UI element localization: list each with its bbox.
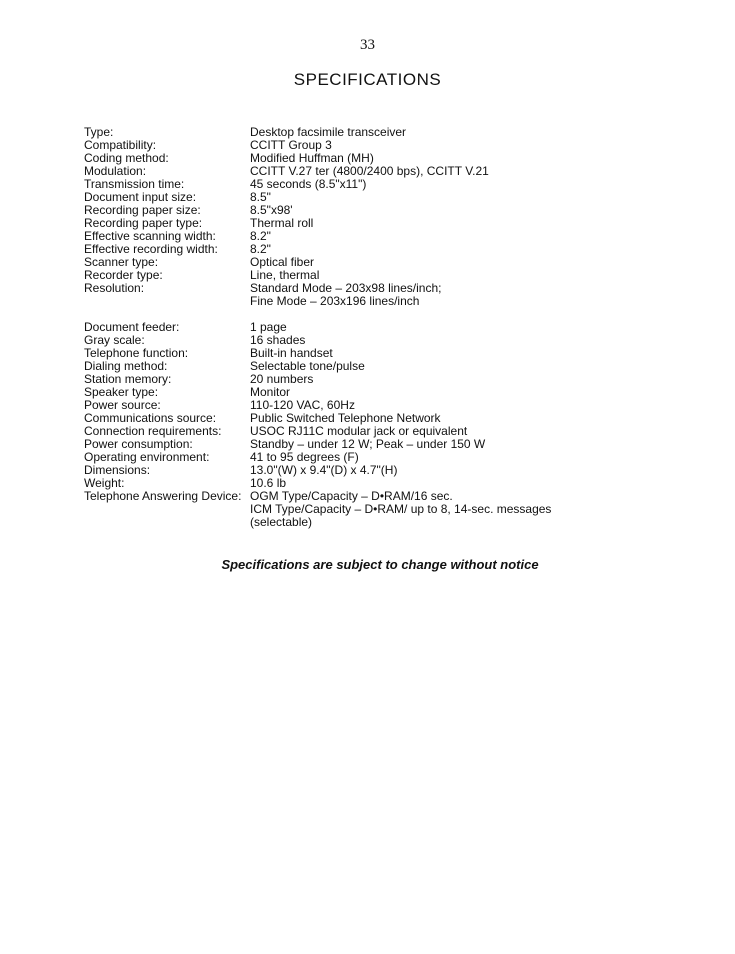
spec-value-line: Desktop facsimile transceiver [250, 125, 407, 139]
spec-value-line: Built-in handset [250, 346, 333, 360]
spec-label: Recording paper type: [84, 216, 203, 230]
spec-row [84, 347, 684, 360]
spec-value-line: CCITT V.27 ter (4800/2400 bps), CCITT V.21 [250, 164, 489, 178]
spec-row [84, 386, 684, 399]
spec-label: Effective scanning width: [84, 229, 216, 243]
spec-value-line: Line, thermal [250, 268, 320, 282]
page-number: 33 [360, 37, 375, 53]
spec-label: Telephone function: [84, 346, 189, 360]
spec-row [84, 321, 684, 334]
spec-label: Power source: [84, 398, 161, 412]
spec-value [250, 217, 684, 230]
spec-value-line: 110-120 VAC, 60Hz [250, 398, 355, 412]
spec-row [84, 282, 684, 308]
spec-value [250, 204, 684, 217]
spec-value [250, 282, 684, 308]
spec-value-line: 10.6 lb [250, 476, 287, 490]
spec-label: Telephone Answering Device: [84, 489, 242, 503]
spec-row [84, 490, 684, 529]
spec-value-line: Monitor [250, 385, 291, 399]
spec-value [250, 243, 684, 256]
spec-value-line: 16 shades [250, 333, 306, 347]
spec-value [250, 373, 684, 386]
spec-value-line: Optical fiber [250, 255, 315, 269]
spec-label: Gray scale: [84, 333, 145, 347]
spec-label: Weight: [84, 476, 125, 490]
spec-label: Recording paper size: [84, 203, 201, 217]
spec-value-line: 41 to 95 degrees (F) [250, 450, 359, 464]
spec-value-line: OGM Type/Capacity – D•RAM/16 sec. [250, 489, 453, 503]
spec-row [84, 360, 684, 373]
spec-value-line: 1 page [250, 320, 287, 334]
spec-label: Transmission time: [84, 177, 185, 191]
spec-value-line: ICM Type/Capacity – D•RAM/ up to 8, 14-sec. messages [250, 502, 552, 516]
spec-label: Document input size: [84, 190, 197, 204]
spec-value-line: USOC RJ11C modular jack or equivalent [250, 424, 468, 438]
spec-value [250, 464, 684, 477]
spec-value-line: CCITT Group 3 [250, 138, 332, 152]
spec-label: Recorder type: [84, 268, 163, 282]
spec-row [84, 373, 684, 386]
spec-label: Dimensions: [84, 463, 151, 477]
spec-label: Dialing method: [84, 359, 168, 373]
specifications-list [84, 126, 684, 529]
spec-value-line: Public Switched Telephone Network [250, 411, 441, 425]
spec-row [84, 126, 684, 139]
spec-row [84, 256, 684, 269]
spec-value-line: (selectable) [250, 515, 313, 529]
spec-row [84, 243, 684, 256]
spec-label: Station memory: [84, 372, 172, 386]
spec-label: Compatibility: [84, 138, 157, 152]
spec-label: Speaker type: [84, 385, 159, 399]
spec-row [84, 464, 684, 477]
spec-value-line: 8.2" [250, 229, 271, 243]
spec-value [250, 191, 684, 204]
spec-value-line: Selectable tone/pulse [250, 359, 365, 373]
spec-value-line: Standard Mode – 203x98 lines/inch; [250, 281, 442, 295]
spec-label: Type: [84, 125, 114, 139]
spec-label: Communications source: [84, 411, 217, 425]
spec-label: Effective recording width: [84, 242, 218, 256]
spec-label: Resolution: [84, 281, 145, 295]
spec-value-line: Thermal roll [250, 216, 314, 230]
spec-value [250, 360, 684, 373]
change-notice: Specifications are subject to change without notice [221, 557, 539, 572]
spec-value-line: 45 seconds (8.5"x11") [250, 177, 367, 191]
spec-value-line: 20 numbers [250, 372, 314, 386]
spec-label: Power consumption: [84, 437, 193, 451]
spec-value-line: Standby – under 12 W; Peak – under 150 W [250, 437, 486, 451]
spec-label: Document feeder: [84, 320, 180, 334]
spec-value-line: 8.5"x98' [250, 203, 293, 217]
spec-label: Scanner type: [84, 255, 159, 269]
spec-label: Operating environment: [84, 450, 210, 464]
spec-label: Coding method: [84, 151, 169, 165]
spec-value [250, 321, 684, 334]
spec-value-line: Fine Mode – 203x196 lines/inch [250, 294, 420, 308]
spec-label: Modulation: [84, 164, 147, 178]
spec-label: Connection requirements: [84, 424, 222, 438]
spec-value [250, 230, 684, 243]
spec-row [84, 139, 684, 152]
spec-value [250, 178, 684, 191]
spec-value-line: Modified Huffman (MH) [250, 151, 374, 165]
page-title: SPECIFICATIONS [293, 70, 442, 89]
spec-value [250, 490, 684, 529]
spec-value-line: 8.2" [250, 242, 271, 256]
spec-value-line: 13.0"(W) x 9.4"(D) x 4.7"(H) [250, 463, 398, 477]
spec-value-line: 8.5" [250, 190, 271, 204]
